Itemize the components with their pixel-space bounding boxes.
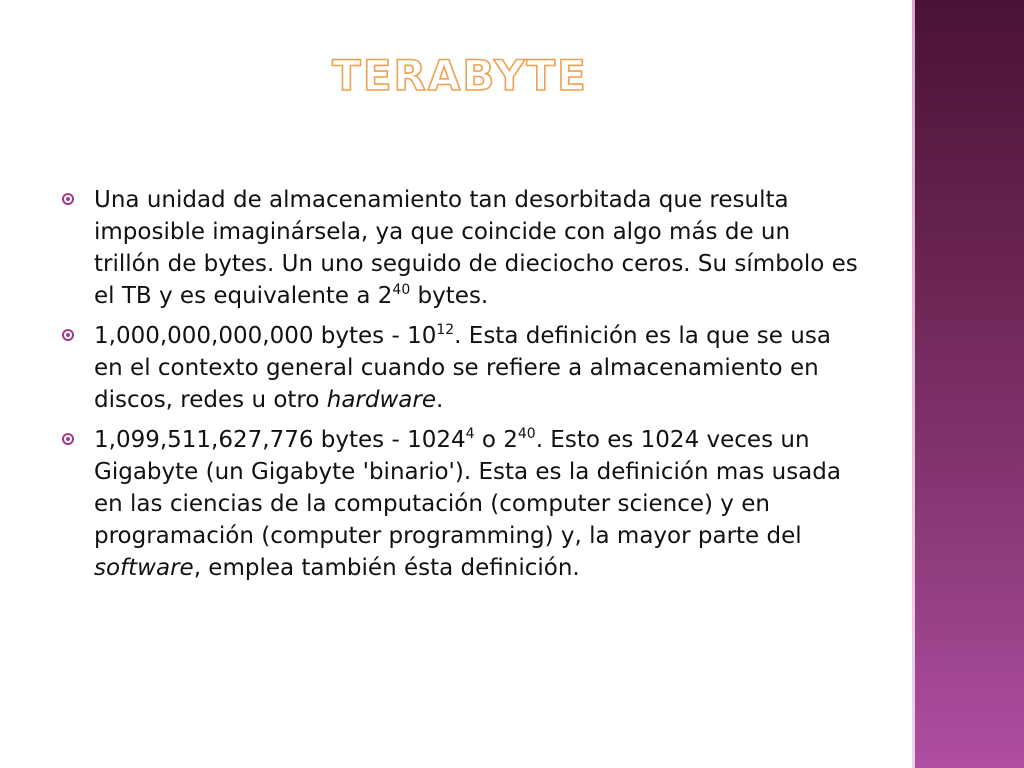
text-segment: . Esta definición es la que se usa en el contexto general cuando se refiere a almacenamiento en discos, redes u otro — [94, 323, 831, 413]
italic-term: software — [94, 555, 194, 581]
text-segment: 1,000,000,000,000 bytes - 10 — [94, 323, 437, 349]
bullet-list — [62, 184, 862, 592]
superscript: 40 — [517, 426, 536, 442]
slide-title: TERABYTE — [332, 51, 588, 100]
text-segment: 1,099,511,627,776 bytes - 1024 — [94, 427, 466, 453]
text-segment: Una unidad de almacenamiento tan desorbitada que resulta imposible imaginársela, ya que coincide con algo más de un trillón de bytes. Un uno seguido de dieciocho ceros. Su símbolo es el TB y es equivalente a 2 — [94, 187, 858, 309]
list-item — [62, 184, 862, 312]
text-segment: . Esto es 1024 veces un Gigabyte (un Gigabyte 'binario'). Esta es la definición mas usada en las ciencias de la computación (computer science) y en programación (computer programming) y, la mayor parte del — [94, 427, 841, 549]
circle-bullet-icon — [62, 193, 74, 205]
text-segment: bytes. — [410, 283, 489, 309]
circle-bullet-icon — [62, 329, 74, 341]
bullet-text — [94, 320, 862, 416]
bullet-text — [94, 184, 862, 312]
text-segment: , emplea también ésta definición. — [193, 555, 580, 581]
decorative-side-band — [912, 0, 1024, 768]
circle-bullet-icon — [62, 433, 74, 445]
italic-term: hardware — [326, 387, 437, 413]
bullet-text — [94, 424, 862, 584]
list-item — [62, 320, 862, 416]
superscript: 40 — [392, 282, 411, 298]
text-segment: . — [436, 387, 444, 413]
superscript: 12 — [436, 322, 455, 338]
text-segment: o 2 — [474, 427, 518, 453]
superscript: 4 — [465, 426, 475, 442]
list-item — [62, 424, 862, 584]
